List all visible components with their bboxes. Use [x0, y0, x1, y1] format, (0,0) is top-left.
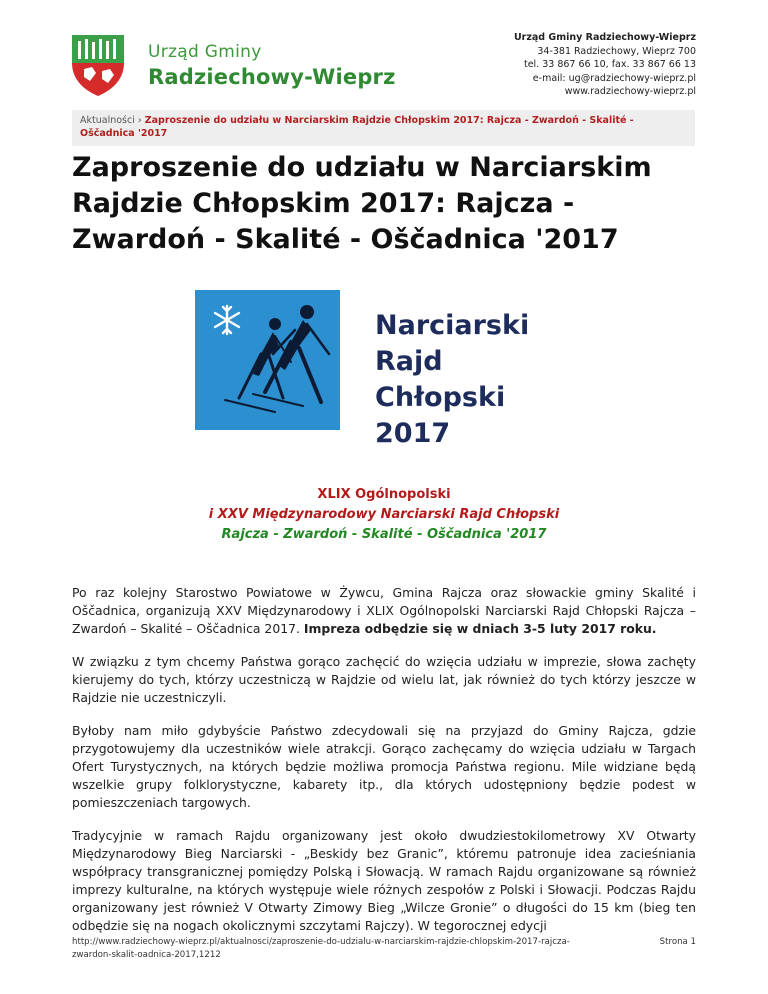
breadcrumb [72, 110, 695, 146]
event-line-1: XLIX Ogólnopolski [317, 487, 451, 502]
paragraph-4: Tradycyjnie w ramach Rajdu organizowany jest około dwudziestokilometrowy XV Otwarty Międzynarodowy Bieg Narciarski - „Beskidy bez Granic”, któremu patronuje idea zacieśniania współpracy transgranicznej pomiędzy Polską i Słowacją. W ramach Rajdu organizowane są również imprezy kulturalne, na których występuje wiele różnych zespołów z Polski i Słowacji. Podczas Rajdu organizowany jest również V Otwarty Zimowy Bieg „Wilcze Gronie” o długości do 15 km (bieg ten odbędzie się na nogach okolicznymi szczytami Rajczy). W tegorocznej edycji [72, 828, 696, 933]
municipality-crest-icon [70, 33, 126, 97]
poster-line-2: Rajd Chłopski [375, 346, 506, 413]
contact-website[interactable]: www.radziechowy-wieprz.pl [564, 86, 696, 97]
breadcrumb-root-link[interactable]: Aktualności [80, 115, 135, 126]
contact-address: 34-381 Radziechowy, Wieprz 700 [537, 45, 696, 57]
article-body [72, 584, 696, 945]
event-heading [72, 485, 696, 545]
event-line-3: Rajcza - Zwardoń - Skalité - Oščadnica '2017 [221, 527, 547, 542]
contact-name: Urząd Gminy Radziechowy-Wieprz [513, 32, 696, 43]
footer-url[interactable]: http://www.radziechowy-wieprz.pl/aktualnosci/zaproszenie-do-udzialu-w-narciarskim-rajdzie-chlopskim-2017-rajcza-zwardon-skalit-oadnica-2017,1212 [72, 937, 570, 960]
event-poster [195, 290, 575, 449]
contact-block [514, 31, 696, 99]
page-title: Zaproszenie do udziału w Narciarskim Rajdzie Chłopskim 2017: Rajcza - Zwardoń - Skalité - Oščadnica '2017 [72, 152, 652, 255]
paragraph-1 [72, 584, 696, 638]
poster-line-1: Narciarski [375, 310, 530, 341]
paragraph-1-bold: Impreza odbędzie się w dniach 3-5 luty 2017 roku. [303, 621, 657, 636]
paragraph-2: W związku z tym chcemy Państwa gorąco zachęcić do wzięcia udziału w imprezie, słowa zachęty kierujemy do tych, którzy uczestniczą w Rajdzie od wielu lat, jak również do tych którzy jeszcze w Rajdzie nie uczestniczyli. [72, 654, 696, 705]
event-line-2: i XXV Międzynarodowy Narciarski Rajd Chłopski [208, 507, 560, 522]
contact-email[interactable]: e-mail: ug@radziechowy-wieprz.pl [532, 72, 696, 84]
logo-text [148, 42, 396, 89]
poster-title [375, 308, 575, 452]
poster-line-3: 2017 [375, 418, 451, 449]
paragraph-3: Byłoby nam miło gdybyście Państwo zdecydowali się na przyjazd do Gminy Rajcza, gdzie przygotowujemy dla uczestników wiele atrakcji. Gorąco zachęcamy do wzięcia udziału w Targach Ofert Turystycznych, na których będzie możliwa promocja Państwa regionu. Mile widziane będą wszelkie grupy folklorystyczne, kabarety itp., dla których udostępniony będzie podest w pomieszczeniach targowych. [72, 723, 696, 810]
breadcrumb-separator: › [137, 115, 142, 126]
page-footer [72, 936, 696, 962]
contact-phone: tel. 33 867 66 10, fax. 33 867 66 13 [523, 59, 696, 70]
breadcrumb-current: Zaproszenie do udziału w Narciarskim Rajdzie Chłopskim 2017: Rajcza - Zwardoń - Skalité - Oščadnica '2017 [80, 115, 634, 139]
page-header [0, 0, 768, 110]
poster-skiers-graphic [195, 290, 340, 430]
logo-line-2: Radziechowy-Wieprz [148, 65, 396, 89]
skiers-icon [195, 290, 340, 430]
logo-line-1: Urząd Gminy [148, 42, 262, 62]
paragraph-1-text: Po raz kolejny Starostwo Powiatowe w Żywcu, Gmina Rajcza oraz słowackie gminy Skalité i Oščadnica, organizują XXV Międzynarodowy i XLIX Ogólnopolski Narciarski Rajd Chłopski Rajcza – Zwardoń – Skalité – Oščadnica 2017. [72, 585, 696, 636]
footer-page-number: Strona 1 [659, 937, 696, 947]
